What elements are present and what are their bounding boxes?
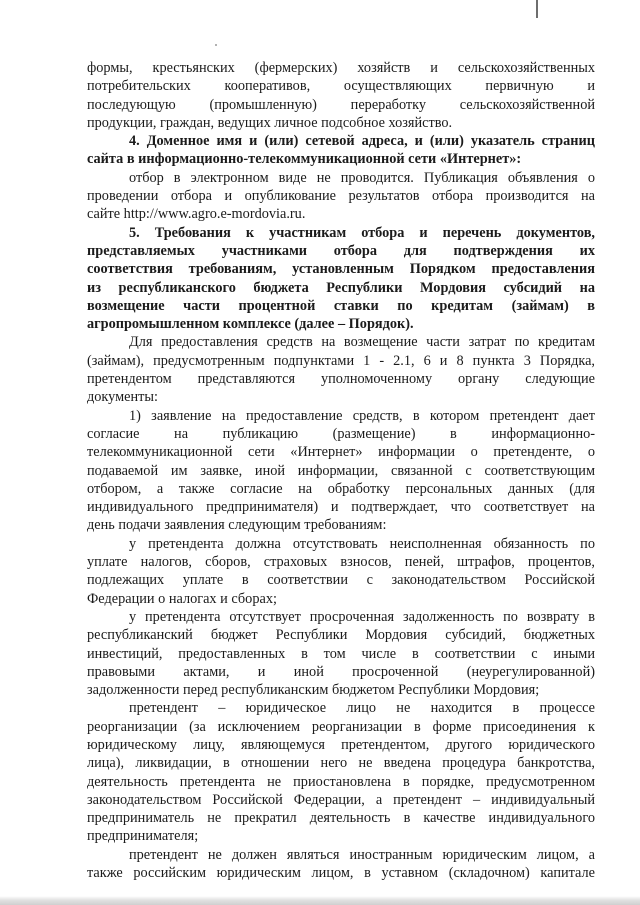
text-line: подаваемой им заявке, иной информации, связанной с соответствующим xyxy=(87,462,595,479)
heading-line: сайта в информационно-телекоммуникационной сети «Интернет»: xyxy=(87,151,522,168)
text-line: республиканский бюджет Республики Мордовия субсидий, бюджетных xyxy=(87,627,595,644)
text-line: у претендента отсутствует просроченная задолженность по возврату в xyxy=(129,608,595,625)
text-line: Для предоставления средств на возмещение части затрат по кредитам xyxy=(129,334,595,351)
text-line: телекоммуникационной сети «Интернет» информации о претенденте, о xyxy=(87,444,595,461)
text-line: уплате налогов, сборов, страховых взносов, пеней, штрафов, процентов, xyxy=(87,554,595,571)
scan-mark xyxy=(536,0,538,18)
text-line: правовыми актами, и иной просроченной (неурегулированной) xyxy=(87,663,595,680)
text-line: предприниматель не прекратил деятельность в качестве индивидуального xyxy=(87,810,595,827)
text-line: последующую (промышленную) переработку сельскохозяйственной xyxy=(87,96,595,113)
heading-line: возмещение части процентной ставки по кредитам (займам) в xyxy=(87,297,595,314)
heading-line: 5. Требования к участникам отбора и перечень документов, xyxy=(129,224,595,241)
text-line: реорганизации (за исключением реорганизации в форме присоединения к xyxy=(87,718,595,735)
text-line: формы, крестьянских (фермерских) хозяйств и сельскохозяйственных xyxy=(87,60,595,76)
text-line: отбором, а также согласие на обработку персональных данных (для xyxy=(87,480,595,497)
heading-line: агропромышленном комплексе (далее – Порядок). xyxy=(87,316,414,333)
scan-speck xyxy=(215,44,217,46)
scan-bottom-edge xyxy=(0,896,640,905)
text-line: претендент – юридическое лицо не находится в процессе xyxy=(129,700,595,717)
text-line: претендентом представляются уполномоченному органу следующие xyxy=(87,371,595,388)
text-line: согласие на публикацию (размещение) в информационно- xyxy=(87,425,595,442)
text-line: деятельность претендента не приостановлена в порядке, предусмотренном xyxy=(87,773,595,790)
heading-line: соответствия требованиям, установленным Порядком предоставления xyxy=(87,261,595,278)
text-line: лица), ликвидации, в отношении него не введена процедура банкротства, xyxy=(87,755,595,772)
text-line: законодательством Российской Федерации, а претендент – индивидуальный xyxy=(87,791,595,808)
text-line: индивидуального предпринимателя) и подтверждает, что соответствует на xyxy=(87,499,595,516)
heading-line: представляемых участниками отбора для подтверждения их xyxy=(87,242,595,259)
text-line: Федерации о налогах и сборах; xyxy=(87,590,277,607)
text-line: 1) заявление на предоставление средств, в котором претендент дает xyxy=(129,407,595,424)
text-line: потребительских кооперативов, осуществляющих первичную и xyxy=(87,78,595,95)
text-line: (займам), предусмотренным подпунктами 1 - 2.1, 6 и 8 пункта 3 Порядка, xyxy=(87,352,595,369)
text-line: день подачи заявления следующим требованиям: xyxy=(87,517,387,534)
text-line: инвестиций, предоставленных в том числе в соответствии с иными xyxy=(87,645,595,662)
text-line: документы: xyxy=(87,389,158,406)
text-line: сайте http://www.agro.e-mordovia.ru. xyxy=(87,206,306,223)
heading-line: из республиканского бюджета Республики Мордовия субсидий на xyxy=(87,279,595,296)
text-line: задолженности перед республиканским бюджетом Республики Мордовия; xyxy=(87,682,540,699)
document-body xyxy=(87,59,595,882)
text-line: отбор в электронном виде не проводится. Публикация объявления о xyxy=(129,169,595,186)
text-line: подлежащих уплате в соответствии с законодательством Российской xyxy=(87,572,595,589)
text-line: у претендента должна отсутствовать неисполненная обязанность по xyxy=(129,535,595,552)
text-line: также российским юридическим лицом, в уставном (складочном) капитале xyxy=(87,865,595,882)
text-line: претендент не должен являться иностранным юридическим лицом, а xyxy=(129,846,595,863)
heading-line: 4. Доменное имя и (или) сетевой адреса, и (или) указатель страниц xyxy=(129,133,595,150)
text-line: предпринимателя; xyxy=(87,828,199,845)
text-line: продукции, граждан, ведущих личное подсобное хозяйство. xyxy=(87,114,453,131)
text-line: юридическому лицу, являющемуся претендентом, другого юридического xyxy=(87,736,595,753)
text-line: проведении отбора и опубликование результатов отбора производится на xyxy=(87,188,595,205)
